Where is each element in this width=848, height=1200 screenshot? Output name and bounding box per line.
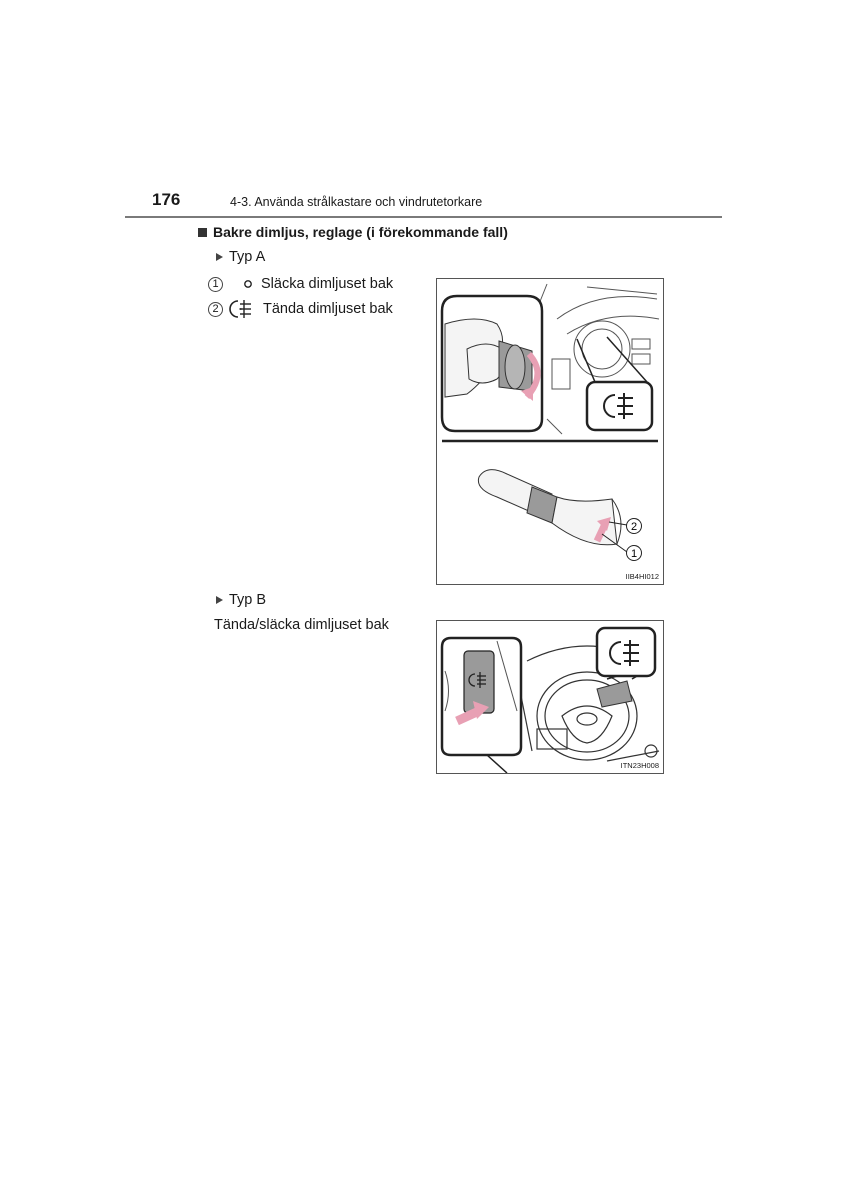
page-number: 176 (152, 190, 181, 209)
rear-fog-light-icon (223, 298, 261, 320)
fog-switch-illustration (437, 279, 663, 584)
triangle-bullet-icon (216, 596, 223, 604)
type-a-label (216, 249, 265, 265)
header-divider (125, 216, 722, 218)
type-a-item-1-text: Släcka dimljuset bak (261, 276, 394, 292)
type-a-item-1 (208, 275, 393, 293)
number-circle: 2 (208, 302, 223, 317)
square-bullet-icon (198, 228, 207, 237)
off-circle-icon (223, 275, 257, 293)
type-a-label-text: Typ A (229, 249, 266, 265)
section-heading-text: Bakre dimljus, reglage (i förekommande fall) (213, 224, 508, 240)
callout-1: 1 (630, 548, 638, 560)
type-b-label-text: Typ B (229, 592, 267, 608)
fog-button-illustration (437, 621, 663, 773)
figure-code: IIB4HI012 (625, 572, 659, 581)
section-title: 4-3. Använda strålkastare och vindrutetorkare (230, 195, 483, 209)
type-a-item-2-text: Tända dimljuset bak (263, 301, 393, 317)
callout-2: 2 (630, 521, 638, 533)
figure-code: ITN23H008 (620, 761, 659, 770)
triangle-bullet-icon (216, 253, 223, 261)
type-b-label (216, 592, 266, 608)
type-b-text: Tända/släcka dimljuset bak (214, 617, 389, 633)
figure-type-b (436, 620, 664, 774)
number-circle: 1 (208, 277, 223, 292)
figure-type-a (436, 278, 664, 585)
section-heading (198, 224, 508, 240)
type-a-item-2 (208, 298, 393, 320)
